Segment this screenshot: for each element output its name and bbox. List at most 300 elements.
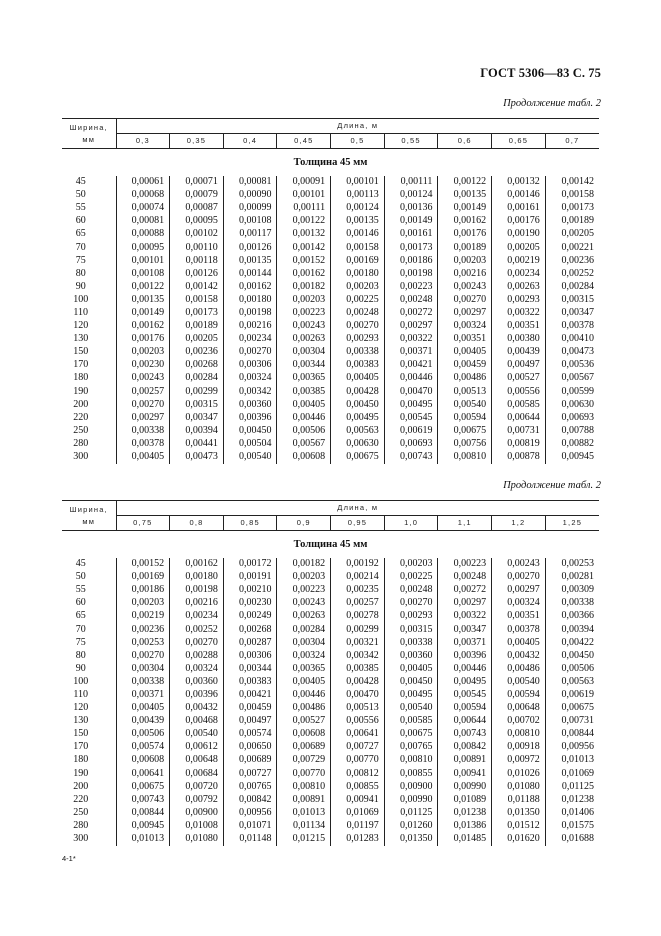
volume-cell: 0,00743	[384, 450, 438, 463]
volume-cell: 0,00162	[116, 320, 170, 333]
length-header-cell: 0,85	[223, 516, 277, 531]
volume-cell: 0,00248	[384, 584, 438, 597]
volume-cell: 0,00287	[223, 636, 277, 649]
volume-cell: 0,00306	[223, 359, 277, 372]
volume-cell: 0,00342	[223, 385, 277, 398]
volume-cell: 0,00268	[170, 359, 224, 372]
table-row	[62, 649, 599, 662]
width-header-label: Ширина,	[69, 505, 108, 515]
volume-cell: 0,00186	[384, 254, 438, 267]
volume-cell: 0,00338	[331, 346, 385, 359]
volume-cell: 0,00972	[492, 754, 546, 767]
volume-cell: 0,00648	[170, 754, 224, 767]
volume-cell: 0,00088	[116, 228, 170, 241]
volume-cell: 0,00473	[561, 346, 594, 358]
volume-cell: 0,00169	[331, 254, 385, 267]
volume-cell: 0,00321	[331, 636, 385, 649]
table-row	[62, 306, 599, 319]
volume-cell: 0,00158	[331, 241, 385, 254]
width-cell: 75	[62, 636, 116, 649]
volume-cell: 0,00351	[492, 610, 546, 623]
volume-cell: 0,00288	[170, 649, 224, 662]
volume-cell: 0,00216	[438, 267, 492, 280]
volume-cell: 0,00810	[438, 450, 492, 463]
volume-cell: 0,00619	[384, 424, 438, 437]
volume-cell: 0,00675	[331, 450, 385, 463]
volume-cell: 0,00891	[277, 793, 331, 806]
table-row	[62, 267, 599, 280]
length-header-cell: 1,1	[438, 516, 492, 531]
volume-cell: 0,00216	[223, 320, 277, 333]
volume-cell: 0,00135	[438, 189, 492, 202]
table-row	[62, 424, 599, 437]
width-column-header	[62, 119, 116, 149]
volume-cell: 0,00278	[331, 610, 385, 623]
volume-cell: 0,00405	[492, 636, 546, 649]
table-row	[62, 806, 599, 819]
volume-cell: 0,00101	[116, 254, 170, 267]
volume-cell: 0,00270	[492, 571, 546, 584]
width-cell: 60	[62, 215, 116, 228]
table-row	[62, 333, 599, 346]
volume-cell: 0,01080	[492, 780, 546, 793]
table-row	[62, 398, 599, 411]
volume-cell: 0,00612	[170, 741, 224, 754]
volume-cell: 0,00594	[438, 411, 492, 424]
volume-cell: 0,00693	[561, 411, 594, 423]
table-row	[62, 780, 599, 793]
length-header-cell: 0,6	[438, 134, 492, 149]
volume-cell: 0,00236	[561, 254, 594, 266]
length-group-header: Длина, м	[116, 119, 599, 134]
volume-cell: 0,00421	[223, 688, 277, 701]
volume-cell: 0,00360	[384, 649, 438, 662]
width-cell: 120	[62, 702, 116, 715]
volume-cell: 0,00191	[223, 571, 277, 584]
volume-cell: 0,00486	[277, 702, 331, 715]
volume-cell: 0,00203	[331, 280, 385, 293]
volume-cell: 0,00248	[384, 293, 438, 306]
volume-cell: 0,00322	[438, 610, 492, 623]
length-header-cell: 0,35	[170, 134, 224, 149]
volume-cell: 0,00630	[561, 398, 594, 410]
volume-cell: 0,00111	[384, 176, 438, 189]
volume-cell: 0,00205	[492, 241, 546, 254]
length-header-cell: 1,0	[384, 516, 438, 531]
width-header-label: Ширина,	[69, 123, 108, 133]
volume-cell: 0,01071	[223, 819, 277, 832]
volume-cell: 0,01238	[561, 793, 594, 805]
volume-cell: 0,00486	[492, 662, 546, 675]
volume-cell: 0,00203	[384, 558, 438, 571]
volume-cell: 0,00090	[223, 189, 277, 202]
thickness-subheading: Толщина 45 мм	[293, 539, 368, 550]
volume-cell: 0,00882	[561, 437, 594, 449]
table-row	[62, 558, 599, 571]
volume-cell: 0,01013	[561, 754, 594, 766]
volume-cell: 0,00594	[492, 688, 546, 701]
volume-cell: 0,00956	[223, 806, 277, 819]
volume-cell: 0,00360	[223, 398, 277, 411]
volume-cell: 0,00223	[277, 306, 331, 319]
volume-cell: 0,01512	[492, 819, 546, 832]
volume-cell: 0,00272	[438, 584, 492, 597]
volume-cell: 0,00225	[331, 293, 385, 306]
table-row	[62, 437, 599, 450]
volume-cell: 0,00203	[116, 346, 170, 359]
table-row	[62, 728, 599, 741]
volume-cell: 0,00459	[223, 702, 277, 715]
volume-cell: 0,00844	[561, 728, 594, 740]
width-cell: 200	[62, 780, 116, 793]
length-header-cell: 0,4	[223, 134, 277, 149]
volume-cell: 0,00536	[561, 359, 594, 371]
length-header-cell: 0,7	[545, 134, 599, 149]
volume-cell: 0,00405	[116, 450, 170, 463]
volume-cell: 0,00941	[331, 793, 385, 806]
volume-cell: 0,00281	[561, 571, 594, 583]
volume-cell: 0,01026	[492, 767, 546, 780]
volume-cell: 0,00702	[492, 715, 546, 728]
volume-cell: 0,00900	[384, 780, 438, 793]
volume-cell: 0,00122	[438, 176, 492, 189]
volume-cell: 0,00216	[170, 597, 224, 610]
volume-cell: 0,00111	[277, 202, 331, 215]
volume-cell: 0,00081	[223, 176, 277, 189]
width-cell: 55	[62, 584, 116, 597]
volume-cell: 0,00396	[438, 649, 492, 662]
volume-cell: 0,00990	[438, 780, 492, 793]
volume-cell: 0,00223	[438, 558, 492, 571]
volume-cell: 0,00540	[492, 675, 546, 688]
length-values-row	[62, 516, 599, 531]
volume-cell: 0,00405	[384, 662, 438, 675]
volume-cell: 0,00146	[331, 228, 385, 241]
volume-cell: 0,00432	[170, 702, 224, 715]
volume-cell: 0,00118	[170, 254, 224, 267]
volume-cell: 0,00081	[116, 215, 170, 228]
volume-cell: 0,00366	[561, 610, 594, 622]
volume-cell: 0,00446	[277, 688, 331, 701]
volume-cell: 0,00297	[438, 306, 492, 319]
width-cell: 180	[62, 754, 116, 767]
volume-cell: 0,00941	[438, 767, 492, 780]
volume-cell: 0,00142	[170, 280, 224, 293]
volume-cell: 0,00380	[492, 333, 546, 346]
table-row	[62, 610, 599, 623]
volume-cell: 0,00263	[277, 610, 331, 623]
volume-cell: 0,01197	[331, 819, 385, 832]
volume-cell: 0,00608	[116, 754, 170, 767]
volume-cell: 0,00731	[561, 715, 594, 727]
volume-cell: 0,00378	[561, 320, 594, 332]
volume-cell: 0,00812	[331, 767, 385, 780]
length-group-header: Длина, м	[116, 501, 599, 516]
volume-cell: 0,00556	[492, 385, 546, 398]
width-cell: 45	[62, 558, 116, 571]
volume-cell: 0,00079	[170, 189, 224, 202]
volume-cell: 0,00378	[116, 437, 170, 450]
volume-cell: 0,00619	[561, 688, 594, 700]
volume-cell: 0,00149	[116, 306, 170, 319]
volume-cell: 0,00644	[492, 411, 546, 424]
volume-cell: 0,00257	[331, 597, 385, 610]
volume-cell: 0,00132	[277, 228, 331, 241]
table-row	[62, 202, 599, 215]
volume-cell: 0,00405	[277, 675, 331, 688]
width-cell: 300	[62, 450, 116, 463]
volume-cell: 0,00124	[331, 202, 385, 215]
volume-cell: 0,00383	[331, 359, 385, 372]
volume-cell: 0,00675	[561, 702, 594, 714]
volume-cell: 0,00540	[438, 398, 492, 411]
volume-cell: 0,00338	[561, 597, 594, 609]
volume-cell: 0,00113	[331, 189, 385, 202]
volume-cell: 0,00878	[492, 450, 546, 463]
width-cell: 110	[62, 306, 116, 319]
volume-cell: 0,00506	[561, 662, 594, 674]
table-row	[62, 372, 599, 385]
volume-cell: 0,00135	[116, 293, 170, 306]
volume-cell: 0,00842	[438, 741, 492, 754]
volume-cell: 0,00689	[223, 754, 277, 767]
volume-cell: 0,00563	[331, 424, 385, 437]
width-cell: 90	[62, 280, 116, 293]
volume-cell: 0,00257	[116, 385, 170, 398]
volume-cell: 0,00110	[170, 241, 224, 254]
volume-cell: 0,00385	[277, 385, 331, 398]
table-continuation-label: Продолжение табл. 2	[503, 480, 601, 491]
width-cell: 65	[62, 228, 116, 241]
volume-cell: 0,00770	[331, 754, 385, 767]
length-header-cell: 0,45	[277, 134, 331, 149]
volume-cell: 0,00439	[116, 715, 170, 728]
volume-cell: 0,00545	[438, 688, 492, 701]
volume-cell: 0,00599	[561, 385, 594, 397]
volume-cell: 0,00693	[384, 437, 438, 450]
volume-cell: 0,00344	[277, 359, 331, 372]
width-header-unit: мм	[82, 134, 96, 144]
volume-cell: 0,00158	[561, 189, 594, 201]
volume-cell: 0,00263	[277, 333, 331, 346]
volume-cell: 0,00135	[331, 215, 385, 228]
table-row	[62, 767, 599, 780]
volume-cell: 0,00270	[116, 649, 170, 662]
volume-cell: 0,00304	[116, 662, 170, 675]
volume-cell: 0,00162	[170, 558, 224, 571]
volume-cell: 0,00338	[116, 424, 170, 437]
width-column-header	[62, 501, 116, 531]
table-row	[62, 636, 599, 649]
volume-cell: 0,01350	[492, 806, 546, 819]
volume-cell: 0,00243	[277, 320, 331, 333]
volume-cell: 0,00396	[223, 411, 277, 424]
table-row	[62, 754, 599, 767]
volume-cell: 0,00284	[561, 280, 594, 292]
volume-cell: 0,00351	[492, 320, 546, 333]
volume-cell: 0,00383	[223, 675, 277, 688]
table-row	[62, 793, 599, 806]
volume-cell: 0,00176	[492, 215, 546, 228]
volume-cell: 0,00309	[561, 584, 594, 596]
volume-cell: 0,00371	[438, 636, 492, 649]
volume-cell: 0,00729	[277, 754, 331, 767]
volume-cell: 0,00243	[277, 597, 331, 610]
volume-cell: 0,00495	[384, 688, 438, 701]
volume-cell: 0,00527	[492, 372, 546, 385]
width-cell: 150	[62, 346, 116, 359]
width-cell: 170	[62, 359, 116, 372]
length-header-cell: 0,3	[116, 134, 170, 149]
volume-cell: 0,01283	[331, 832, 385, 845]
volume-cell: 0,00439	[492, 346, 546, 359]
volume-cell: 0,00162	[438, 215, 492, 228]
volume-cell: 0,00446	[438, 662, 492, 675]
volume-cell: 0,00727	[223, 767, 277, 780]
length-header-cell: 0,8	[170, 516, 224, 531]
volume-cell: 0,00173	[561, 202, 594, 214]
width-cell: 220	[62, 411, 116, 424]
volume-cell: 0,00270	[438, 293, 492, 306]
volume-table-2	[62, 500, 599, 846]
volume-cell: 0,00342	[331, 649, 385, 662]
volume-cell: 0,00428	[331, 675, 385, 688]
volume-cell: 0,00527	[277, 715, 331, 728]
table-row	[62, 176, 599, 189]
volume-cell: 0,00540	[223, 450, 277, 463]
width-cell: 55	[62, 202, 116, 215]
width-cell: 70	[62, 623, 116, 636]
volume-cell: 0,00235	[331, 584, 385, 597]
volume-cell: 0,00095	[116, 241, 170, 254]
volume-cell: 0,00299	[170, 385, 224, 398]
width-cell: 50	[62, 189, 116, 202]
volume-cell: 0,00186	[116, 584, 170, 597]
volume-cell: 0,00198	[170, 584, 224, 597]
volume-cell: 0,00322	[492, 306, 546, 319]
volume-cell: 0,00315	[170, 398, 224, 411]
volume-cell: 0,00270	[170, 636, 224, 649]
table-row	[62, 450, 599, 463]
volume-cell: 0,00297	[116, 411, 170, 424]
volume-cell: 0,00365	[277, 372, 331, 385]
volume-cell: 0,00149	[384, 215, 438, 228]
table-row	[62, 293, 599, 306]
volume-cell: 0,00344	[223, 662, 277, 675]
volume-cell: 0,00810	[492, 728, 546, 741]
volume-cell: 0,00630	[331, 437, 385, 450]
table-row	[62, 228, 599, 241]
volume-cell: 0,00855	[331, 780, 385, 793]
volume-cell: 0,01080	[170, 832, 224, 845]
volume-cell: 0,01089	[438, 793, 492, 806]
volume-cell: 0,00446	[384, 372, 438, 385]
volume-cell: 0,00198	[223, 306, 277, 319]
volume-cell: 0,00219	[492, 254, 546, 267]
volume-cell: 0,00248	[438, 571, 492, 584]
table-row	[62, 741, 599, 754]
volume-cell: 0,00450	[384, 675, 438, 688]
volume-table-1	[62, 118, 599, 464]
volume-cell: 0,00421	[384, 359, 438, 372]
width-cell: 150	[62, 728, 116, 741]
volume-cell: 0,00152	[116, 558, 170, 571]
volume-cell: 0,00234	[170, 610, 224, 623]
width-header-unit: мм	[82, 516, 96, 526]
volume-cell: 0,00556	[331, 715, 385, 728]
volume-cell: 0,00162	[277, 267, 331, 280]
volume-cell: 0,00792	[170, 793, 224, 806]
volume-cell: 0,00293	[384, 610, 438, 623]
volume-cell: 0,00297	[492, 584, 546, 597]
table-row	[62, 688, 599, 701]
table-row	[62, 346, 599, 359]
volume-cell: 0,00338	[384, 636, 438, 649]
volume-cell: 0,00284	[277, 623, 331, 636]
volume-cell: 0,00378	[492, 623, 546, 636]
volume-cell: 0,00117	[223, 228, 277, 241]
volume-cell: 0,01069	[561, 767, 594, 779]
volume-cell: 0,00504	[223, 437, 277, 450]
volume-cell: 0,00270	[223, 346, 277, 359]
volume-cell: 0,01260	[384, 819, 438, 832]
width-cell: 250	[62, 424, 116, 437]
volume-cell: 0,01013	[277, 806, 331, 819]
volume-cell: 0,00470	[331, 688, 385, 701]
volume-cell: 0,00385	[331, 662, 385, 675]
volume-cell: 0,00074	[116, 202, 170, 215]
volume-cell: 0,00743	[438, 728, 492, 741]
volume-cell: 0,00324	[170, 662, 224, 675]
volume-cell: 0,00236	[170, 346, 224, 359]
volume-cell: 0,00126	[223, 241, 277, 254]
volume-cell: 0,00432	[492, 649, 546, 662]
volume-cell: 0,01238	[438, 806, 492, 819]
width-cell: 100	[62, 293, 116, 306]
volume-cell: 0,00765	[384, 741, 438, 754]
volume-cell: 0,00243	[492, 558, 546, 571]
volume-cell: 0,00727	[331, 741, 385, 754]
volume-cell: 0,00855	[384, 767, 438, 780]
volume-cell: 0,00270	[384, 597, 438, 610]
volume-cell: 0,00459	[438, 359, 492, 372]
volume-cell: 0,00338	[116, 675, 170, 688]
volume-cell: 0,00136	[384, 202, 438, 215]
volume-cell: 0,00641	[116, 767, 170, 780]
volume-cell: 0,00108	[116, 267, 170, 280]
volume-cell: 0,00248	[331, 306, 385, 319]
volume-cell: 0,00091	[277, 176, 331, 189]
volume-cell: 0,00161	[384, 228, 438, 241]
volume-cell: 0,00068	[116, 189, 170, 202]
volume-cell: 0,00095	[170, 215, 224, 228]
volume-cell: 0,00446	[277, 411, 331, 424]
volume-cell: 0,00210	[223, 584, 277, 597]
width-cell: 80	[62, 649, 116, 662]
volume-cell: 0,00306	[223, 649, 277, 662]
volume-cell: 0,00189	[438, 241, 492, 254]
volume-cell: 0,01575	[561, 819, 594, 831]
volume-cell: 0,00347	[438, 623, 492, 636]
volume-cell: 0,00205	[170, 333, 224, 346]
table-row	[62, 715, 599, 728]
table-row	[62, 702, 599, 715]
volume-cell: 0,01485	[438, 832, 492, 845]
volume-cell: 0,00122	[277, 215, 331, 228]
volume-cell: 0,00149	[438, 202, 492, 215]
volume-cell: 0,00563	[561, 675, 594, 687]
volume-cell: 0,00567	[277, 437, 331, 450]
